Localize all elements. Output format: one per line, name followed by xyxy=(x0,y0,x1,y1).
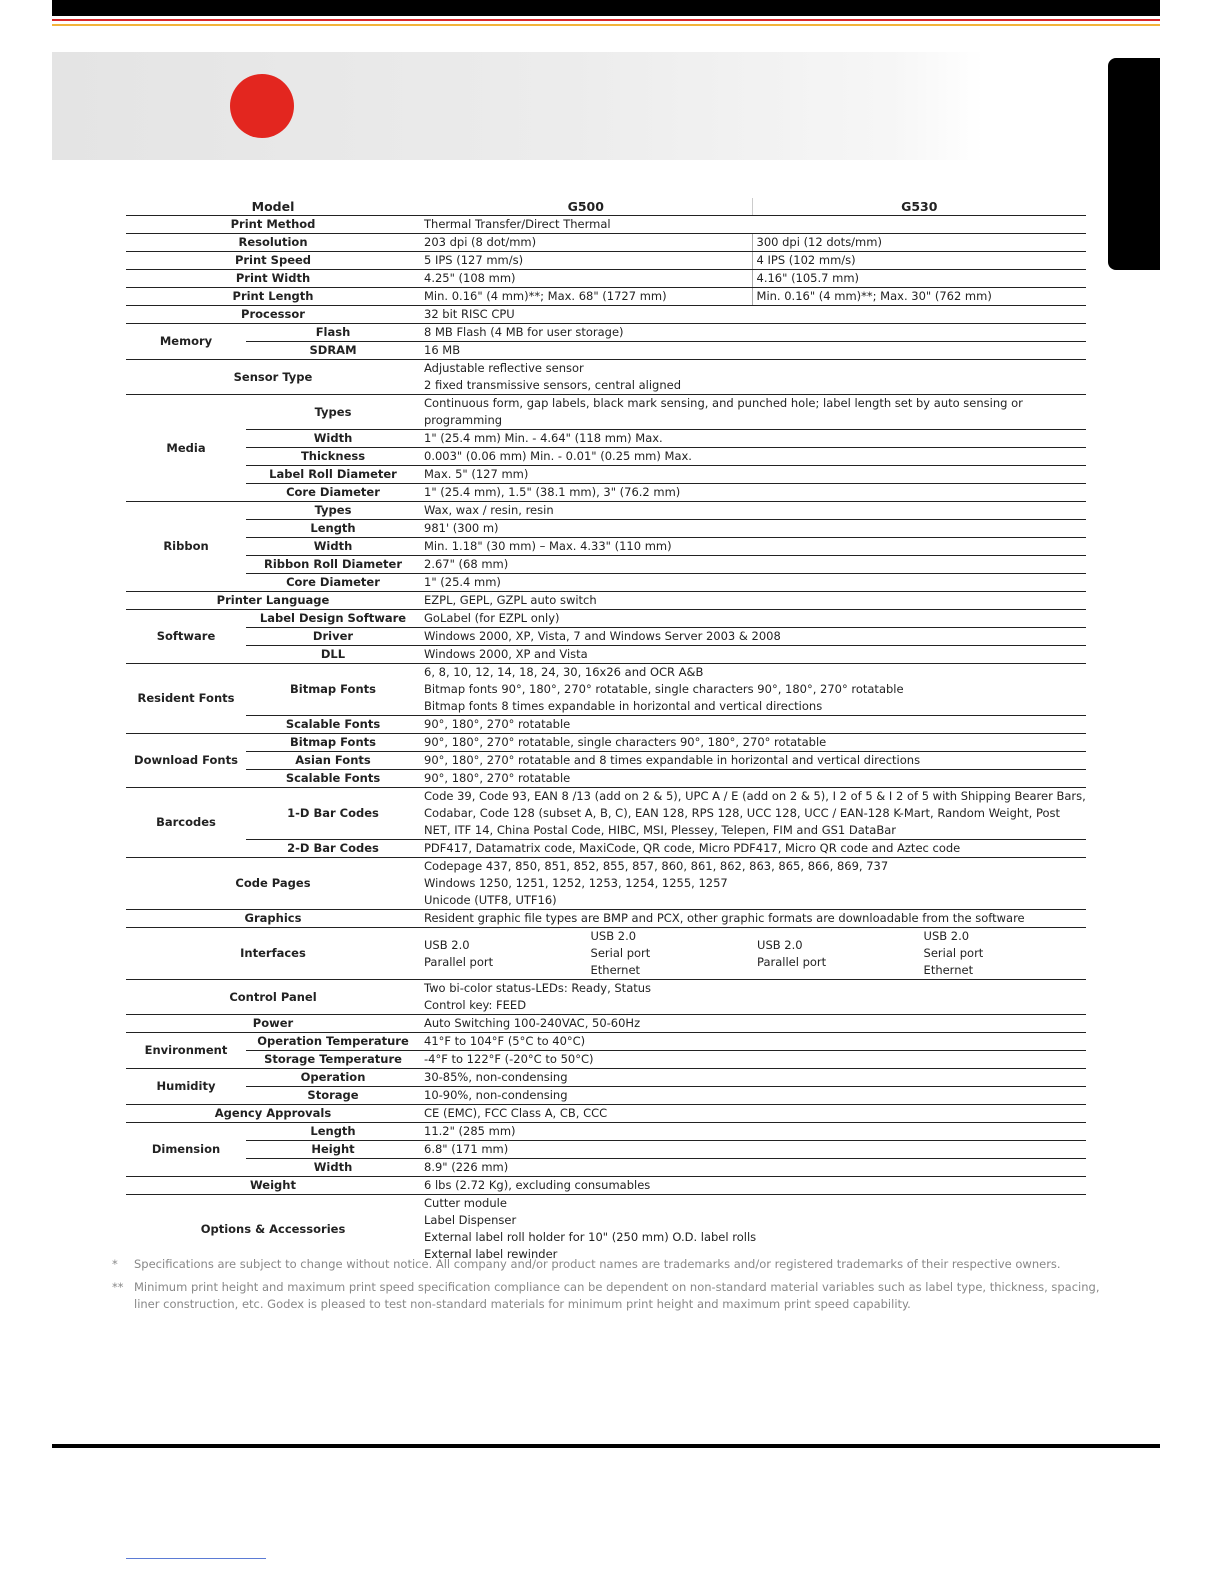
media-core-label: Core Diameter xyxy=(246,484,420,502)
media-width-value: 1" (25.4 mm) Min. - 4.64" (118 mm) Max. xyxy=(420,430,1086,448)
media-width-label: Width xyxy=(246,430,420,448)
download-bitmap-label: Bitmap Fonts xyxy=(246,734,420,752)
row-download-scalable xyxy=(126,770,1086,788)
ifc-b-serial: Serial port xyxy=(590,946,651,960)
ifc-d-ethernet: Ethernet xyxy=(923,963,974,977)
ifc-b-ethernet: Ethernet xyxy=(590,963,641,977)
row-media-types xyxy=(126,395,1086,430)
model-g530: G530 xyxy=(752,198,1086,216)
download-bitmap-value: 90°, 180°, 270° rotatable, single characters 90°, 180°, 270° rotatable xyxy=(420,734,1086,752)
bottom-black-bar xyxy=(52,1444,1160,1448)
row-print-method xyxy=(126,216,1086,234)
print-length-g500: Min. 0.16" (4 mm)**; Max. 68" (1727 mm) xyxy=(420,288,752,306)
dimension-label: Dimension xyxy=(126,1123,246,1177)
media-roll-value: Max. 5" (127 mm) xyxy=(420,466,1086,484)
env-st-value: -4°F to 122°F (-20°C to 50°C) xyxy=(420,1051,1086,1069)
env-st-label: Storage Temperature xyxy=(246,1051,420,1069)
row-interfaces xyxy=(126,928,1086,980)
row-print-speed xyxy=(126,252,1086,270)
row-hum-op xyxy=(126,1069,1086,1087)
print-length-label: Print Length xyxy=(126,288,420,306)
dim-width-label: Width xyxy=(246,1159,420,1177)
footnotes xyxy=(112,1256,1102,1319)
row-print-width xyxy=(126,270,1086,288)
graphics-value: Resident graphic file types are BMP and PCX, other graphic formats are downloadable from the software xyxy=(420,910,1086,928)
resident-bitmap-line2: Bitmap fonts 90°, 180°, 270° rotatable, single characters 90°, 180°, 270° rotatable xyxy=(424,682,904,696)
weight-value: 6 lbs (2.72 Kg), excluding consumables xyxy=(420,1177,1086,1195)
print-method-label: Print Method xyxy=(126,216,420,234)
row-memory-flash xyxy=(126,324,1086,342)
printer-language-value: EZPL, GEPL, GZPL auto switch xyxy=(420,592,1086,610)
top-black-bar xyxy=(52,0,1160,16)
media-label: Media xyxy=(126,395,246,502)
row-agency xyxy=(126,1105,1086,1123)
footer-link-underline xyxy=(126,1558,266,1559)
printer-language-label: Printer Language xyxy=(126,592,420,610)
row-sensor xyxy=(126,360,1086,395)
options-line2: Label Dispenser xyxy=(424,1213,517,1227)
barcodes-2d-label: 2-D Bar Codes xyxy=(246,840,420,858)
spec-table xyxy=(126,198,1086,1263)
sensor-line1: Adjustable reflective sensor xyxy=(424,361,584,375)
code-pages-line1: Codepage 437, 850, 851, 852, 855, 857, 860, 861, 862, 863, 865, 866, 869, 737 xyxy=(424,859,889,873)
options-line3: External label roll holder for 10" (250 mm) O.D. label rolls xyxy=(424,1230,757,1244)
options-line1: Cutter module xyxy=(424,1196,507,1210)
footnote-2-mark: ** xyxy=(112,1280,124,1294)
software-dll-value: Windows 2000, XP and Vista xyxy=(420,646,1086,664)
row-dim-height xyxy=(126,1141,1086,1159)
agency-label: Agency Approvals xyxy=(126,1105,420,1123)
options-line4: External label rewinder xyxy=(424,1247,558,1261)
ribbon-roll-label: Ribbon Roll Diameter xyxy=(246,556,420,574)
row-software-dll xyxy=(126,646,1086,664)
media-types-value: Continuous form, gap labels, black mark sensing, and punched hole; label length set by auto sensing or programming xyxy=(420,395,1086,430)
interfaces-label: Interfaces xyxy=(126,928,420,980)
row-download-bitmap xyxy=(126,734,1086,752)
ribbon-length-value: 981' (300 m) xyxy=(420,520,1086,538)
download-scalable-label: Scalable Fonts xyxy=(246,770,420,788)
ifc-a-parallel: Parallel port xyxy=(424,954,494,969)
processor-value: 32 bit RISC CPU xyxy=(420,306,1086,324)
barcodes-1d-label: 1-D Bar Codes xyxy=(246,788,420,840)
power-label: Power xyxy=(126,1015,420,1033)
dim-length-value: 11.2" (285 mm) xyxy=(420,1123,1086,1141)
ribbon-roll-value: 2.67" (68 mm) xyxy=(420,556,1086,574)
row-options xyxy=(126,1195,1086,1264)
print-width-g500: 4.25" (108 mm) xyxy=(420,270,752,288)
ifc-d-serial: Serial port xyxy=(923,946,984,960)
row-printer-language xyxy=(126,592,1086,610)
software-label: Software xyxy=(126,610,246,664)
ribbon-core-label: Core Diameter xyxy=(246,574,420,592)
row-dim-length xyxy=(126,1123,1086,1141)
ribbon-length-label: Length xyxy=(246,520,420,538)
barcodes-1d-line3: NET, ITF 14, China Postal Code, HIBC, MSI, Plessey, Telepen, FIM and GS1 DataBar xyxy=(424,823,896,837)
barcodes-1d-line1: Code 39, Code 93, EAN 8 /13 (add on 2 & 5), UPC A / E (add on 2 & 5), I 2 of 5 & I 2 of 5 with Shipping Bearer Bars, xyxy=(424,789,1086,803)
agency-value: CE (EMC), FCC Class A, CB, CCC xyxy=(420,1105,1086,1123)
model-g500: G500 xyxy=(420,198,752,216)
control-panel-label: Control Panel xyxy=(126,980,420,1015)
code-pages-line3: Unicode (UTF8, UTF16) xyxy=(424,893,557,907)
media-thickness-value: 0.003" (0.06 mm) Min. - 0.01" (0.25 mm) Max. xyxy=(420,448,1086,466)
code-pages-line2: Windows 1250, 1251, 1252, 1253, 1254, 1255, 1257 xyxy=(424,876,728,890)
footnote-2-text: Minimum print height and maximum print speed specification compliance can be dependent on non-standard material variables such as label type, thickness, spacing, liner construction, etc. Godex is pleased to test non-standard materials for minimum print height and maximum print speed capability. xyxy=(134,1280,1100,1311)
resident-bitmap-line3: Bitmap fonts 8 times expandable in horizontal and vertical directions xyxy=(424,699,823,713)
row-software-driver xyxy=(126,628,1086,646)
download-asian-value: 90°, 180°, 270° rotatable and 8 times expandable in horizontal and vertical directions xyxy=(420,752,1086,770)
row-resident-bitmap xyxy=(126,664,1086,716)
row-hum-st xyxy=(126,1087,1086,1105)
hum-st-label: Storage xyxy=(246,1087,420,1105)
resident-bitmap-line1: 6, 8, 10, 12, 14, 18, 24, 30, 16x26 and OCR A&B xyxy=(424,665,704,679)
env-op-label: Operation Temperature xyxy=(246,1033,420,1051)
resolution-label: Resolution xyxy=(126,234,420,252)
resident-fonts-label: Resident Fonts xyxy=(126,664,246,734)
row-ribbon-core xyxy=(126,574,1086,592)
ifc-c-parallel: Parallel port xyxy=(757,954,827,969)
row-ribbon-width xyxy=(126,538,1086,556)
flash-value: 8 MB Flash (4 MB for user storage) xyxy=(420,324,1086,342)
row-resolution xyxy=(126,234,1086,252)
sensor-label: Sensor Type xyxy=(126,360,420,395)
ifc-a-usb: USB 2.0 xyxy=(424,937,470,952)
dim-width-value: 8.9" (226 mm) xyxy=(420,1159,1086,1177)
control-panel-line1: Two bi-color status-LEDs: Ready, Status xyxy=(424,981,652,995)
download-fonts-label: Download Fonts xyxy=(126,734,246,788)
row-ribbon-length xyxy=(126,520,1086,538)
top-yellow-stripe xyxy=(52,24,1160,26)
row-ribbon-roll xyxy=(126,556,1086,574)
sdram-value: 16 MB xyxy=(420,342,1086,360)
media-types-label: Types xyxy=(246,395,420,430)
software-driver-label: Driver xyxy=(246,628,420,646)
memory-label: Memory xyxy=(126,324,246,360)
env-op-value: 41°F to 104°F (5°C to 40°C) xyxy=(420,1033,1086,1051)
ribbon-types-label: Types xyxy=(246,502,420,520)
top-red-stripe xyxy=(52,19,1160,21)
print-length-g530: Min. 0.16" (4 mm)**; Max. 30" (762 mm) xyxy=(752,288,1086,306)
row-dim-width xyxy=(126,1159,1086,1177)
row-barcodes-1d xyxy=(126,788,1086,840)
sdram-label: SDRAM xyxy=(246,342,420,360)
row-memory-sdram xyxy=(126,342,1086,360)
row-env-op xyxy=(126,1033,1086,1051)
row-processor xyxy=(126,306,1086,324)
row-barcodes-2d xyxy=(126,840,1086,858)
row-env-st xyxy=(126,1051,1086,1069)
graphics-label: Graphics xyxy=(126,910,420,928)
row-ribbon-types xyxy=(126,502,1086,520)
software-design-label: Label Design Software xyxy=(246,610,420,628)
row-power xyxy=(126,1015,1086,1033)
footnote-1 xyxy=(112,1256,1102,1273)
barcodes-2d-value: PDF417, Datamatrix code, MaxiCode, QR code, Micro PDF417, Micro QR code and Aztec code xyxy=(420,840,1086,858)
environment-label: Environment xyxy=(126,1033,246,1069)
header-banner xyxy=(52,52,984,160)
ribbon-types-value: Wax, wax / resin, resin xyxy=(420,502,1086,520)
options-label: Options & Accessories xyxy=(200,1221,346,1236)
row-resident-scalable xyxy=(126,716,1086,734)
resolution-g500: 203 dpi (8 dot/mm) xyxy=(420,234,752,252)
row-weight xyxy=(126,1177,1086,1195)
code-pages-label: Code Pages xyxy=(126,858,420,910)
barcodes-label: Barcodes xyxy=(126,788,246,858)
model-label: Model xyxy=(126,198,420,216)
print-speed-g530: 4 IPS (102 mm/s) xyxy=(752,252,1086,270)
dim-length-label: Length xyxy=(246,1123,420,1141)
ifc-c-usb: USB 2.0 xyxy=(757,937,803,952)
row-software-design xyxy=(126,610,1086,628)
flash-label: Flash xyxy=(246,324,420,342)
row-model xyxy=(126,198,1086,216)
control-panel-line2: Control key: FEED xyxy=(424,998,527,1012)
media-roll-label: Label Roll Diameter xyxy=(246,466,420,484)
row-media-thickness xyxy=(126,448,1086,466)
resident-bitmap-label: Bitmap Fonts xyxy=(246,664,420,716)
print-speed-g500: 5 IPS (127 mm/s) xyxy=(420,252,752,270)
download-scalable-value: 90°, 180°, 270° rotatable xyxy=(420,770,1086,788)
resident-scalable-value: 90°, 180°, 270° rotatable xyxy=(420,716,1086,734)
weight-label: Weight xyxy=(126,1177,420,1195)
download-asian-label: Asian Fonts xyxy=(246,752,420,770)
row-print-length xyxy=(126,288,1086,306)
software-design-value: GoLabel (for EZPL only) xyxy=(420,610,1086,628)
ifc-b-usb: USB 2.0 xyxy=(590,929,637,943)
ribbon-core-value: 1" (25.4 mm) xyxy=(420,574,1086,592)
print-method-value: Thermal Transfer/Direct Thermal xyxy=(420,216,1086,234)
humidity-label: Humidity xyxy=(126,1069,246,1105)
ribbon-width-label: Width xyxy=(246,538,420,556)
sensor-line2: 2 fixed transmissive sensors, central aligned xyxy=(424,378,682,392)
row-media-core xyxy=(126,484,1086,502)
hum-op-label: Operation xyxy=(246,1069,420,1087)
resolution-g530: 300 dpi (12 dots/mm) xyxy=(752,234,1086,252)
software-dll-label: DLL xyxy=(246,646,420,664)
footnote-1-mark: * xyxy=(112,1257,118,1271)
row-code-pages xyxy=(126,858,1086,910)
resident-scalable-label: Scalable Fonts xyxy=(246,716,420,734)
hum-st-value: 10-90%, non-condensing xyxy=(420,1087,1086,1105)
print-width-g530: 4.16" (105.7 mm) xyxy=(752,270,1086,288)
print-speed-label: Print Speed xyxy=(126,252,420,270)
row-media-roll xyxy=(126,466,1086,484)
footnote-1-text: Specifications are subject to change without notice. All company and/or product names are trademarks and/or registered trademarks of their respective owners. xyxy=(134,1257,1061,1271)
row-media-width xyxy=(126,430,1086,448)
software-driver-value: Windows 2000, XP, Vista, 7 and Windows Server 2003 & 2008 xyxy=(420,628,1086,646)
media-thickness-label: Thickness xyxy=(246,448,420,466)
dim-height-value: 6.8" (171 mm) xyxy=(420,1141,1086,1159)
side-tab xyxy=(1108,58,1160,270)
print-width-label: Print Width xyxy=(126,270,420,288)
hum-op-value: 30-85%, non-condensing xyxy=(420,1069,1086,1087)
row-graphics xyxy=(126,910,1086,928)
ribbon-width-value: Min. 1.18" (30 mm) – Max. 4.33" (110 mm) xyxy=(420,538,1086,556)
red-circle-logo xyxy=(230,74,294,138)
row-download-asian xyxy=(126,752,1086,770)
dim-height-label: Height xyxy=(246,1141,420,1159)
barcodes-1d-line2: Codabar, Code 128 (subset A, B, C), EAN 128, RPS 128, UCC 128, UCC / EAN-128 K-Mart, Random Weight, Post xyxy=(424,806,1061,820)
footnote-2 xyxy=(112,1279,1102,1313)
ribbon-label: Ribbon xyxy=(126,502,246,592)
processor-label: Processor xyxy=(126,306,420,324)
row-control-panel xyxy=(126,980,1086,1015)
power-value: Auto Switching 100-240VAC, 50-60Hz xyxy=(420,1015,1086,1033)
ifc-d-usb: USB 2.0 xyxy=(923,929,970,943)
media-core-value: 1" (25.4 mm), 1.5" (38.1 mm), 3" (76.2 mm) xyxy=(420,484,1086,502)
